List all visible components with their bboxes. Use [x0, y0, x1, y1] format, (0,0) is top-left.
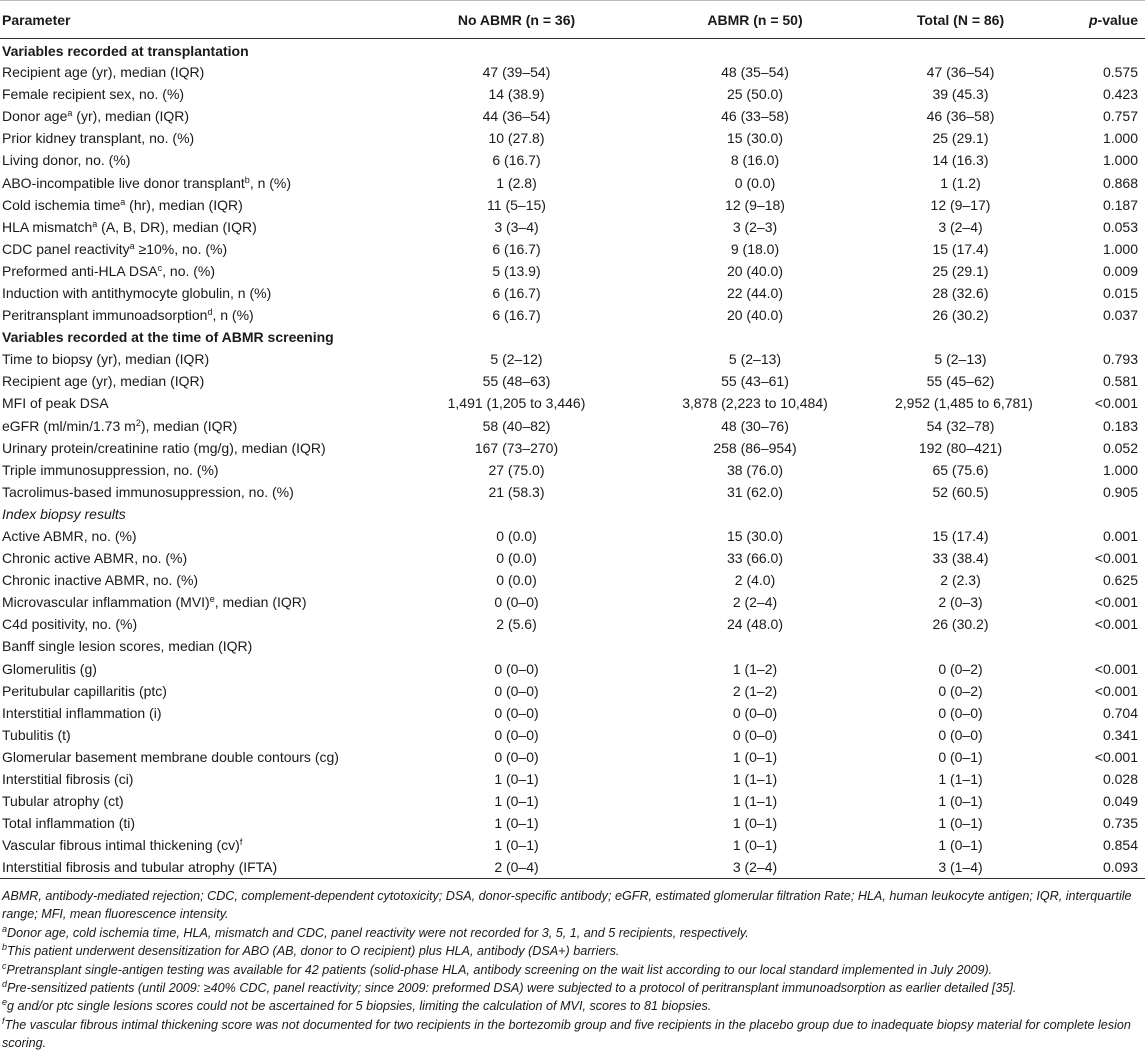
cell-no-abmr: 167 (73–270) — [474, 439, 559, 456]
cell-total: 12 (9–17) — [930, 196, 991, 213]
cell-total: 47 (36–54) — [926, 64, 995, 81]
cell-abmr: 1 (0–1) — [732, 748, 778, 765]
cell-no-abmr: 44 (36–54) — [482, 108, 551, 125]
cell-p-value: 0.049 — [1102, 793, 1138, 810]
cell-p-value: 1.000 — [1102, 461, 1138, 478]
cell-abmr — [640, 635, 875, 657]
footnotes — [0, 887, 1145, 1053]
cell-parameter: Index biopsy results — [2, 505, 126, 522]
cell-p-value: <0.001 — [1094, 682, 1138, 699]
cell-p-value: <0.001 — [1094, 660, 1138, 677]
cell-abmr: 20 (40.0) — [726, 307, 784, 324]
cell-parameter: MFI of peak DSA — [2, 395, 109, 412]
cell-total — [875, 503, 1033, 525]
cell-no-abmr: 58 (40–82) — [482, 417, 551, 434]
table-row — [0, 790, 1145, 812]
table-row — [0, 171, 1145, 193]
cell-no-abmr: 0 (0.0) — [496, 572, 537, 589]
cell-abmr: 15 (30.0) — [726, 130, 784, 147]
footnote-e: $^e$g and/or ptc single lesions scores could not be ascertained for 5 biopsies, limiting the calculation of MVI, scores to 81 biopsies. — [2, 997, 712, 1014]
table-row — [0, 238, 1145, 260]
cell-parameter: Tubulitis (t) — [2, 726, 71, 743]
cell-p-value: 1.000 — [1102, 240, 1138, 257]
cell-parameter: Glomerular basement membrane double contours (cg) — [2, 748, 339, 765]
cell-p-value: 0.423 — [1102, 86, 1138, 103]
cell-total: 2,952 (1,485 to 6,781) — [895, 395, 1033, 412]
cell-parameter: Microvascular inflammation (MVI)$^e$, median (IQR) — [2, 594, 307, 611]
table-body — [0, 39, 1145, 879]
cell-total: 65 (75.6) — [932, 461, 989, 478]
table-row — [0, 194, 1145, 216]
cell-p-value: 1.000 — [1102, 130, 1138, 147]
cell-no-abmr: 55 (48–63) — [482, 373, 551, 390]
footnote-a: $^a$Donor age, cold ischemia time, HLA, mismatch and CDC, panel reactivity were not recorded for 3, 5, 1, and 5 recipients, respectively. — [2, 923, 749, 940]
cell-no-abmr: 0 (0–0) — [494, 726, 539, 743]
header-total: Total (N = 86) — [875, 1, 1033, 39]
cell-total: 28 (32.6) — [932, 284, 989, 301]
cell-total: 1 (1.2) — [940, 174, 981, 191]
header-p-value: p-value — [1033, 1, 1145, 39]
cell-p-value: 0.704 — [1102, 704, 1138, 721]
table-row — [0, 370, 1145, 392]
table-row — [0, 282, 1145, 304]
table-row — [0, 83, 1145, 105]
cell-total: 52 (60.5) — [932, 483, 989, 500]
cell-no-abmr: 27 (75.0) — [488, 461, 545, 478]
cell-no-abmr — [398, 503, 640, 525]
cell-p-value: 0.093 — [1033, 856, 1145, 878]
cell-no-abmr: 0 (0–0) — [494, 704, 539, 721]
cell-total: 55 (45–62) — [926, 373, 995, 390]
cell-total: 46 (36–58) — [926, 108, 995, 125]
cell-total — [875, 39, 1033, 62]
section-row — [0, 39, 1145, 62]
cell-p-value: 0.581 — [1102, 373, 1138, 390]
table-row — [0, 304, 1145, 326]
cell-no-abmr: 3 (3–4) — [494, 218, 539, 235]
cell-abmr: 3 (2–3) — [732, 218, 778, 235]
cell-no-abmr — [398, 39, 640, 62]
cell-p-value: 0.854 — [1102, 837, 1138, 854]
table-row — [0, 812, 1145, 834]
cell-p-value: <0.001 — [1094, 594, 1138, 611]
table-row — [0, 834, 1145, 856]
cell-total: 25 (29.1) — [932, 130, 989, 147]
cell-p-value: 0.037 — [1102, 307, 1138, 324]
cell-abmr: 25 (50.0) — [726, 86, 784, 103]
cell-total: 1 (0–1) — [938, 837, 983, 854]
cell-abmr: 8 (16.0) — [730, 152, 780, 169]
cell-p-value: <0.001 — [1094, 616, 1138, 633]
cell-total: 1 (1–1) — [938, 771, 983, 788]
cell-p-value: 0.183 — [1102, 417, 1138, 434]
header-no-abmr: No ABMR (n = 36) — [398, 1, 640, 39]
cell-abmr: 5 (2–13) — [728, 351, 782, 368]
cell-parameter: Preformed anti-HLA DSA$^c$, no. (%) — [2, 262, 216, 279]
cell-parameter: Female recipient sex, no. (%) — [2, 86, 185, 103]
table-row — [0, 613, 1145, 635]
cell-p-value: 0.009 — [1102, 262, 1138, 279]
cell-total: 26 (30.2) — [932, 616, 989, 633]
cell-abmr: 3 (2–4) — [640, 856, 875, 878]
table-row — [0, 392, 1145, 414]
cell-parameter: Interstitial fibrosis and tubular atrophy (IFTA) — [0, 856, 398, 878]
table-row — [0, 724, 1145, 746]
cell-total — [875, 635, 1033, 657]
cell-p-value: 0.757 — [1102, 108, 1138, 125]
table-row — [0, 525, 1145, 547]
cell-no-abmr: 0 (0–0) — [494, 660, 539, 677]
cell-abmr: 24 (48.0) — [726, 616, 784, 633]
cell-abmr: 258 (86–954) — [713, 439, 797, 456]
cell-parameter: Variables recorded at transplantation — [2, 43, 249, 59]
cell-parameter: Banff single lesion scores, median (IQR) — [2, 638, 253, 655]
cell-no-abmr: 2 (0–4) — [398, 856, 640, 878]
cell-no-abmr: 5 (2–12) — [490, 351, 543, 368]
cell-total: 5 (2–13) — [934, 351, 987, 368]
cell-no-abmr: 1,491 (1,205 to 3,446) — [447, 395, 586, 412]
cell-total: 54 (32–78) — [926, 417, 995, 434]
cell-abmr: 1 (0–1) — [732, 815, 778, 832]
cell-no-abmr: 6 (16.7) — [492, 240, 541, 257]
cell-parameter: Induction with antithymocyte globulin, n (%) — [2, 284, 272, 301]
cell-total: 192 (80–421) — [918, 439, 1003, 456]
table-row — [0, 746, 1145, 768]
cell-no-abmr: 1 (0–1) — [494, 793, 539, 810]
header-abmr: ABMR (n = 50) — [640, 1, 875, 39]
table-row — [0, 680, 1145, 702]
cell-p-value: <0.001 — [1094, 748, 1138, 765]
cell-total: 15 (17.4) — [932, 240, 989, 257]
cell-parameter: Vascular fibrous intimal thickening (cv)$^f$ — [2, 837, 243, 854]
table-row — [0, 260, 1145, 282]
table-row — [0, 216, 1145, 238]
cell-abmr: 1 (0–1) — [732, 837, 778, 854]
cell-abmr: 15 (30.0) — [726, 528, 784, 545]
cell-total — [875, 326, 1033, 348]
cell-abmr: 0 (0–0) — [732, 704, 778, 721]
header-parameter: Parameter — [0, 1, 398, 39]
cell-no-abmr: 0 (0.0) — [496, 528, 537, 545]
cell-parameter: Prior kidney transplant, no. (%) — [2, 130, 195, 147]
cell-parameter: Peritubular capillaritis (ptc) — [2, 682, 167, 699]
cell-abmr: 38 (76.0) — [726, 461, 784, 478]
cell-no-abmr: 1 (0–1) — [494, 771, 539, 788]
cell-total: 14 (16.3) — [932, 152, 989, 169]
cell-abmr: 3,878 (2,223 to 10,484) — [682, 395, 828, 412]
cell-parameter: ABO-incompatible live donor transplant$^b$, n (%) — [2, 174, 292, 191]
table-row — [0, 635, 1145, 657]
cell-parameter: Chronic inactive ABMR, no. (%) — [2, 572, 199, 589]
cell-no-abmr: 0 (0.0) — [496, 550, 537, 567]
cell-no-abmr — [398, 635, 640, 657]
cell-total: 0 (0–2) — [938, 660, 983, 677]
cell-abmr: 48 (30–76) — [721, 417, 789, 434]
cell-abmr: 2 (2–4) — [732, 594, 778, 611]
cell-total: 0 (0–0) — [938, 726, 983, 743]
table-row — [0, 127, 1145, 149]
cell-parameter: Time to biopsy (yr), median (IQR) — [2, 351, 210, 368]
cell-p-value: 0.625 — [1102, 572, 1138, 589]
cell-abmr: 46 (33–58) — [721, 108, 789, 125]
footnote-c: $^c$Pretransplant single-antigen testing was available for 42 patients (solid-phase HLA, antibody screening on the wait list according to our local standard implemented in July 2009). — [2, 960, 993, 977]
cell-p-value: <0.001 — [1094, 395, 1138, 412]
cell-abmr: 0 (0.0) — [734, 174, 776, 191]
cell-total: 3 (2–4) — [938, 218, 983, 235]
cell-abmr: 55 (43–61) — [721, 373, 789, 390]
cell-parameter: Peritransplant immunoadsorption$^d$, n (%) — [2, 307, 254, 324]
cell-parameter: Active ABMR, no. (%) — [2, 528, 137, 545]
cell-total: 39 (45.3) — [932, 86, 989, 103]
cell-no-abmr: 1 (0–1) — [494, 815, 539, 832]
cell-total: 2 (0–3) — [938, 594, 983, 611]
cell-abmr: 1 (1–2) — [732, 660, 778, 677]
cell-abmr: 0 (0–0) — [732, 726, 778, 743]
cell-no-abmr: 1 (0–1) — [494, 837, 539, 854]
table-row — [0, 437, 1145, 459]
cell-parameter: Tubular atrophy (ct) — [2, 793, 124, 810]
cell-p-value — [1033, 635, 1145, 657]
table-row — [0, 61, 1145, 83]
cell-no-abmr: 0 (0–0) — [494, 748, 539, 765]
table-row — [0, 591, 1145, 613]
cell-no-abmr: 6 (16.7) — [492, 307, 541, 324]
cell-abmr: 33 (66.0) — [726, 550, 784, 567]
cell-abmr: 2 (4.0) — [734, 572, 776, 589]
cell-no-abmr: 0 (0–0) — [494, 682, 539, 699]
cell-p-value: 0.015 — [1102, 284, 1138, 301]
header-row — [0, 1, 1145, 39]
cell-parameter: Total inflammation (ti) — [2, 815, 136, 832]
cell-no-abmr: 1 (2.8) — [496, 174, 537, 191]
cell-p-value — [1033, 503, 1145, 525]
cell-abmr: 22 (44.0) — [726, 284, 784, 301]
footnote-d: $^d$Pre-sensitized patients (until 2009: ≥40% CDC, panel reactivity; since 2009: preformed DSA) were subjected to a protocol of peritransplant immunoadsorption as earlier detailed [35]. — [2, 979, 1017, 995]
cell-p-value: 0.575 — [1102, 64, 1138, 81]
cell-no-abmr: 14 (38.9) — [488, 86, 545, 103]
table-row — [0, 105, 1145, 127]
cell-no-abmr: 5 (13.9) — [492, 262, 541, 279]
cell-total: 33 (38.4) — [932, 550, 989, 567]
cell-parameter: Interstitial fibrosis (ci) — [2, 771, 134, 788]
cell-total: 3 (1–4) — [875, 856, 1033, 878]
cell-p-value: 0.793 — [1102, 351, 1138, 368]
section-row — [0, 326, 1145, 348]
cell-no-abmr: 21 (58.3) — [488, 483, 545, 500]
cell-p-value: 1.000 — [1102, 152, 1138, 169]
cell-p-value: <0.001 — [1094, 550, 1138, 567]
cell-parameter: Urinary protein/creatinine ratio (mg/g), median (IQR) — [2, 439, 326, 456]
cell-no-abmr: 47 (39–54) — [482, 64, 551, 81]
table-row — [0, 415, 1145, 437]
cell-total: 0 (0–2) — [938, 682, 983, 699]
cell-p-value — [1033, 39, 1145, 62]
cell-parameter: Living donor, no. (%) — [2, 152, 131, 169]
table-row — [0, 856, 1145, 878]
footnote-b: $^b$This patient underwent desensitization for ABO (AB, donor to O recipient) plus HLA, antibody (DSA+) barriers. — [2, 942, 620, 959]
cell-p-value: 0.735 — [1102, 815, 1138, 832]
cell-p-value — [1033, 326, 1145, 348]
cell-p-value: 0.052 — [1102, 439, 1138, 456]
cell-p-value: 0.341 — [1102, 726, 1138, 743]
table-row — [0, 658, 1145, 680]
footnote-abbreviations: ABMR, antibody-mediated rejection; CDC, complement-dependent cytotoxicity; DSA, donor-specific antibody; eGFR, estimated glomerular filtration Rate; HLA, human leukocyte antigen; IQR, interquartile range; MFI, mean fluorescence intensity. — [2, 888, 1132, 922]
cell-no-abmr — [398, 326, 640, 348]
cell-p-value: 0.187 — [1102, 196, 1138, 213]
footnote-f: $^f$The vascular fibrous intimal thickening score was not documented for two recipients in the bortezomib group and five recipients in the placebo group due to inadequate biopsy material for complete lesion scoring. — [2, 1015, 1131, 1051]
cell-abmr: 31 (62.0) — [726, 483, 784, 500]
cell-parameter: Recipient age (yr), median (IQR) — [2, 373, 205, 390]
subheading-row — [0, 503, 1145, 525]
cell-parameter: Tacrolimus-based immunosuppression, no. (%) — [2, 483, 294, 500]
cell-p-value: 0.053 — [1102, 218, 1138, 235]
cell-no-abmr: 6 (16.7) — [492, 152, 541, 169]
cell-abmr: 2 (1–2) — [732, 682, 778, 699]
table-row — [0, 702, 1145, 724]
cell-no-abmr: 10 (27.8) — [488, 130, 545, 147]
cell-parameter: Glomerulitis (g) — [2, 660, 97, 677]
cell-parameter: CDC panel reactivity$^a$ ≥10%, no. (%) — [2, 240, 228, 257]
cell-p-value: 0.001 — [1102, 528, 1138, 545]
cell-parameter: Cold ischemia time$^a$ (hr), median (IQR) — [2, 196, 243, 213]
cell-parameter: Interstitial inflammation (i) — [2, 704, 162, 721]
cell-abmr: 1 (1–1) — [732, 771, 778, 788]
cell-total: 1 (0–1) — [938, 793, 983, 810]
table-row — [0, 459, 1145, 481]
cell-no-abmr: 11 (5–15) — [487, 196, 546, 213]
cell-abmr: 48 (35–54) — [721, 64, 789, 81]
cell-abmr — [640, 326, 875, 348]
cell-p-value: 0.028 — [1102, 771, 1138, 788]
cell-no-abmr: 0 (0–0) — [494, 594, 539, 611]
cell-abmr: 12 (9–18) — [725, 196, 785, 213]
cell-no-abmr: 2 (5.6) — [496, 616, 537, 633]
cell-total: 25 (29.1) — [932, 262, 989, 279]
table-row — [0, 569, 1145, 591]
cell-parameter: Chronic active ABMR, no. (%) — [2, 550, 188, 567]
table-row — [0, 348, 1145, 370]
cell-total: 2 (2.3) — [940, 572, 981, 589]
cell-abmr: 9 (18.0) — [730, 240, 780, 257]
cell-parameter: Donor age$^a$ (yr), median (IQR) — [2, 108, 190, 125]
cell-total: 15 (17.4) — [932, 528, 989, 545]
cell-parameter: Variables recorded at the time of ABMR screening — [2, 329, 334, 346]
cell-parameter: C4d positivity, no. (%) — [2, 616, 138, 633]
cell-p-value: 0.905 — [1102, 483, 1138, 500]
cell-abmr: 20 (40.0) — [726, 262, 784, 279]
cell-parameter: Recipient age (yr), median (IQR) — [2, 64, 205, 81]
table-row — [0, 149, 1145, 171]
table-row — [0, 768, 1145, 790]
cell-parameter: HLA mismatch$^a$ (A, B, DR), median (IQR) — [2, 218, 257, 235]
table-row — [0, 481, 1145, 503]
cell-abmr — [640, 39, 875, 62]
cell-no-abmr: 6 (16.7) — [492, 284, 541, 301]
cell-parameter: eGFR (ml/min/1.73 $m^2$), median (IQR) — [2, 417, 238, 434]
table-row — [0, 547, 1145, 569]
cell-p-value: 0.868 — [1102, 174, 1138, 191]
cell-abmr: 1 (1–1) — [732, 793, 778, 810]
cell-total: 0 (0–1) — [938, 748, 983, 765]
cell-parameter: Triple immunosuppression, no. (%) — [2, 461, 219, 478]
cell-abmr — [640, 503, 875, 525]
cell-total: 1 (0–1) — [938, 815, 983, 832]
cell-total: 0 (0–0) — [938, 704, 983, 721]
cell-total: 26 (30.2) — [932, 307, 989, 324]
